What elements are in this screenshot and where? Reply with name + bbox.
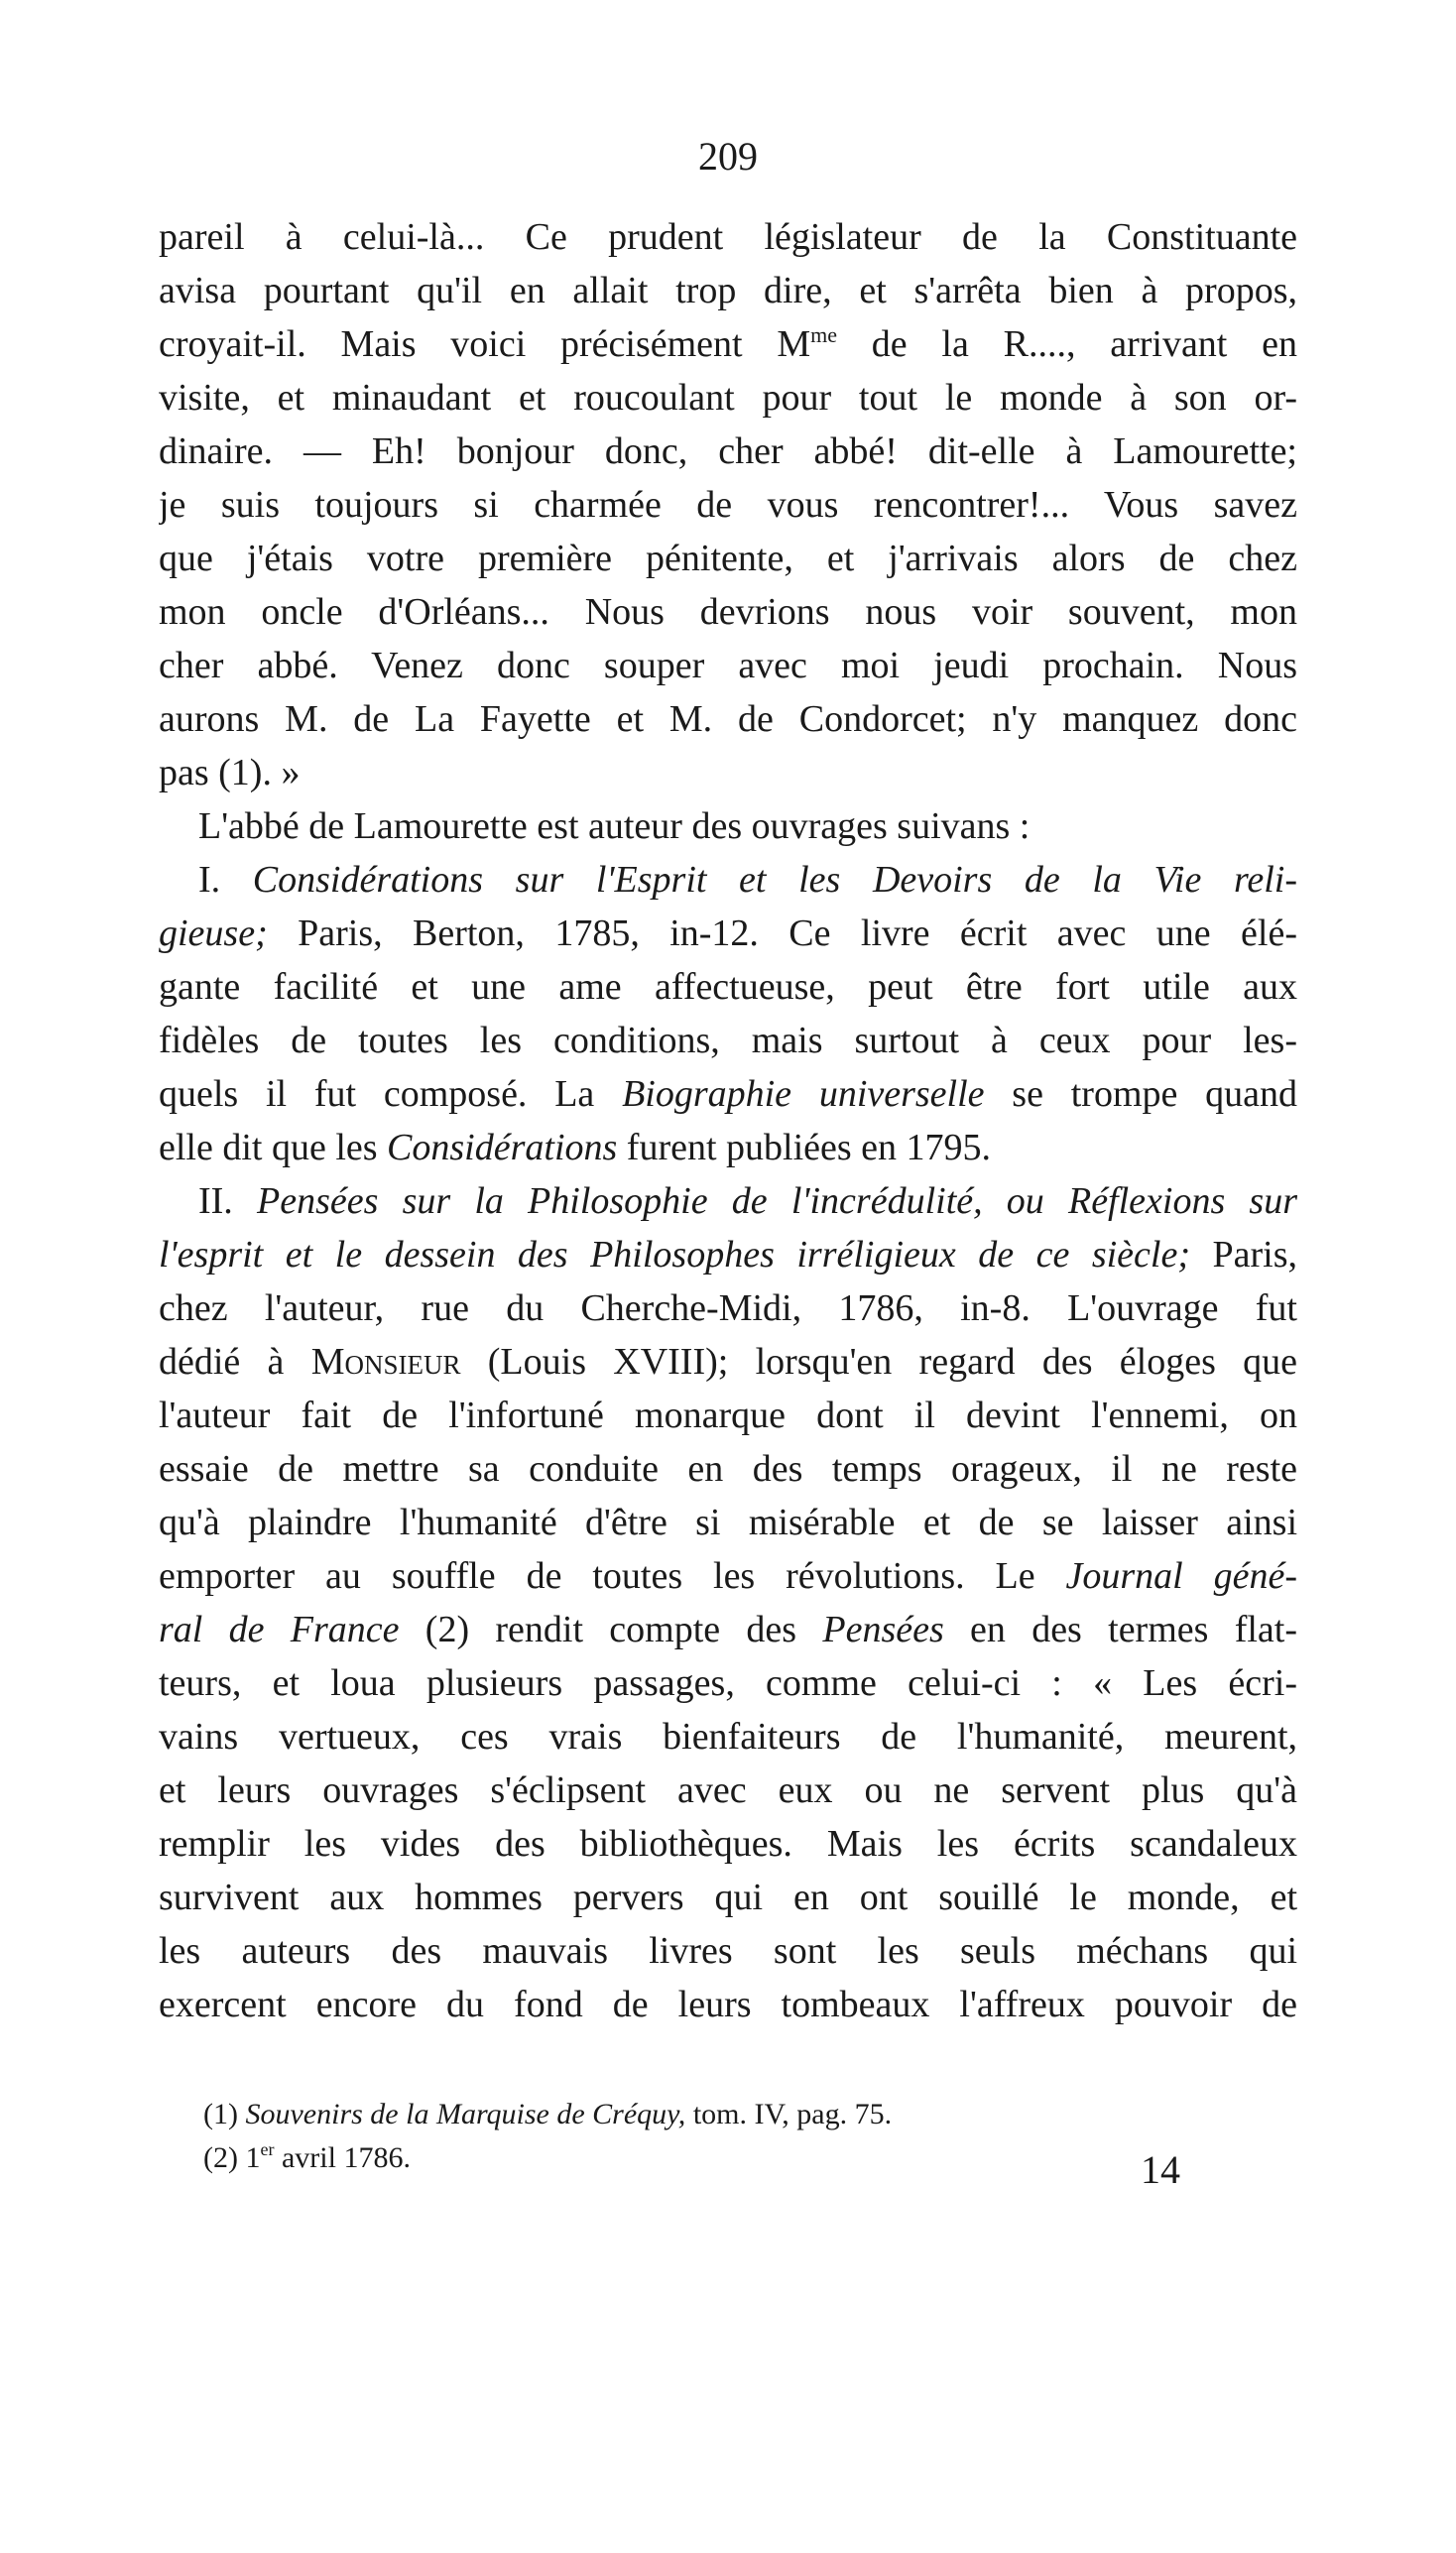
text-line xyxy=(159,1710,1297,1763)
text-line xyxy=(159,1496,1297,1549)
text-segment: dédié à xyxy=(159,1341,311,1383)
text-line xyxy=(159,1603,1297,1656)
italic-text: Journal géné- xyxy=(1065,1555,1297,1597)
text-segment: elle dit que les xyxy=(159,1127,388,1168)
italic-text: Souvenirs de la Marquise de Créquy, xyxy=(245,2098,686,2130)
text-line xyxy=(159,264,1297,317)
line-text: avisa pourtant qu'il en allait trop dire, et s'arrêta bien à propos, xyxy=(159,270,1297,311)
text-segment: se trompe quand xyxy=(984,1073,1297,1115)
text-line xyxy=(159,210,1297,264)
signature-mark: 14 xyxy=(1141,2147,1180,2192)
text-segment: II. xyxy=(198,1180,257,1222)
text-segment: tom. IV, pag. 75. xyxy=(685,2098,893,2130)
line-text: aurons M. de La Fayette et M. de Condorcet; n'y manquez donc xyxy=(159,698,1297,740)
text-line xyxy=(159,907,1297,960)
text-segment: (2) rendit compte des xyxy=(399,1609,823,1650)
line-text: pareil à celui-là... Ce prudent législateur de la Constituante xyxy=(159,216,1297,258)
line-text: que j'étais votre première pénitente, et j'arrivais alors de chez xyxy=(159,538,1297,579)
text-line xyxy=(159,1817,1297,1871)
page-number: 209 xyxy=(698,134,758,179)
text-line xyxy=(159,1014,1297,1067)
line-text: l'auteur fait de l'infortuné monarque dont il devint l'ennemi, on xyxy=(159,1395,1297,1436)
text-line xyxy=(159,746,1297,799)
footnote xyxy=(203,2093,1294,2136)
text-line xyxy=(159,1174,1297,1228)
superscript: er xyxy=(260,2139,275,2159)
text-line xyxy=(159,478,1297,532)
text-segment: emporter au souffle de toutes les révolutions. Le xyxy=(159,1555,1066,1597)
text-line xyxy=(159,960,1297,1014)
text-line xyxy=(159,1389,1297,1442)
text-line xyxy=(159,1442,1297,1496)
text-segment: en des termes flat- xyxy=(943,1609,1297,1650)
italic-text: ral de France xyxy=(159,1609,400,1650)
text-line xyxy=(159,1978,1297,2031)
text-line xyxy=(159,317,1297,371)
text-segment: Paris, Berton, 1785, in-12. Ce livre écrit avec une élé- xyxy=(267,912,1297,954)
line-text: je suis toujours si charmée de vous rencontrer!... Vous savez xyxy=(159,484,1297,526)
line-text: mon oncle d'Orléans... Nous devrions nous voir souvent, mon xyxy=(159,591,1297,633)
footnote xyxy=(203,2136,1294,2180)
text-segment: furent publiées en 1795. xyxy=(617,1127,992,1168)
line-text: chez l'auteur, rue du Cherche-Midi, 1786, in-8. L'ouvrage fut xyxy=(159,1287,1297,1329)
text-line xyxy=(159,692,1297,746)
body-text xyxy=(159,210,1297,2031)
text-segment: (Louis XVIII); lorsqu'en regard des éloges que xyxy=(460,1341,1297,1383)
text-line xyxy=(159,1763,1297,1817)
line-text: remplir les vides des bibliothèques. Mais les écrits scandaleux xyxy=(159,1823,1297,1865)
line-text: et leurs ouvrages s'éclipsent avec eux ou ne servent plus qu'à xyxy=(159,1769,1297,1811)
line-text: gante facilité et une ame affectueuse, peut être fort utile aux xyxy=(159,966,1297,1008)
text-segment: (2) 1 xyxy=(203,2141,261,2174)
text-line xyxy=(159,1281,1297,1335)
line-text: cher abbé. Venez donc souper avec moi jeudi prochain. Nous xyxy=(159,645,1297,686)
text-line xyxy=(159,532,1297,585)
text-line xyxy=(159,1656,1297,1710)
italic-text: Pensées sur la Philosophie de l'incrédulité, ou Réflexions sur xyxy=(257,1180,1297,1222)
text-segment: de la R...., arrivant en xyxy=(837,323,1297,365)
line-text: teurs, et loua plusieurs passages, comme celui-ci : « Les écri- xyxy=(159,1662,1297,1704)
line-text: essaie de mettre sa conduite en des temps orageux, il ne reste xyxy=(159,1448,1297,1490)
text-line xyxy=(159,425,1297,478)
text-segment: croyait-il. Mais voici précisément M xyxy=(159,323,811,365)
line-text: qu'à plaindre l'humanité d'être si misérable et de se laisser ainsi xyxy=(159,1502,1297,1543)
line-text: survivent aux hommes pervers qui en ont souillé le monde, et xyxy=(159,1877,1297,1918)
text-segment: quels il fut composé. La xyxy=(159,1073,623,1115)
text-line xyxy=(159,1121,1297,1174)
italic-text: Considérations sur l'Esprit et les Devoirs de la Vie reli- xyxy=(252,859,1297,901)
italic-text: Pensées xyxy=(822,1609,944,1650)
text-segment: (1) xyxy=(203,2098,246,2130)
text-line xyxy=(159,1228,1297,1281)
superscript: me xyxy=(810,322,838,347)
italic-text: l'esprit et le dessein des Philosophes irréligieux de ce siècle; xyxy=(159,1234,1190,1276)
line-text: L'abbé de Lamourette est auteur des ouvrages suivans : xyxy=(198,805,1031,847)
text-line xyxy=(159,585,1297,639)
text-segment: Paris, xyxy=(1190,1234,1297,1276)
footnotes xyxy=(203,2093,1294,2180)
italic-text: gieuse; xyxy=(159,912,268,954)
line-text: visite, et minaudant et roucoulant pour tout le monde à son or- xyxy=(159,377,1297,419)
line-text: pas (1). » xyxy=(159,752,301,793)
small-caps-text: Monsieur xyxy=(310,1341,461,1383)
text-line xyxy=(159,1871,1297,1924)
text-segment: avril 1786. xyxy=(274,2141,411,2174)
text-line xyxy=(159,1067,1297,1121)
line-text: les auteurs des mauvais livres sont les seuls méchans qui xyxy=(159,1930,1297,1972)
text-line xyxy=(159,371,1297,425)
text-line xyxy=(159,853,1297,907)
line-text: exercent encore du fond de leurs tombeaux l'affreux pouvoir de xyxy=(159,1984,1297,2025)
text-line xyxy=(159,1549,1297,1603)
text-line xyxy=(159,799,1297,853)
line-text: fidèles de toutes les conditions, mais surtout à ceux pour les- xyxy=(159,1020,1297,1061)
text-segment: I. xyxy=(198,859,253,901)
text-line xyxy=(159,1335,1297,1389)
italic-text: Biographie universelle xyxy=(622,1073,985,1115)
line-text: vains vertueux, ces vrais bienfaiteurs de l'humanité, meurent, xyxy=(159,1716,1297,1758)
italic-text: Considérations xyxy=(387,1127,618,1168)
text-line xyxy=(159,639,1297,692)
text-line xyxy=(159,1924,1297,1978)
line-text: dinaire. — Eh! bonjour donc, cher abbé! dit-elle à Lamourette; xyxy=(159,430,1297,472)
